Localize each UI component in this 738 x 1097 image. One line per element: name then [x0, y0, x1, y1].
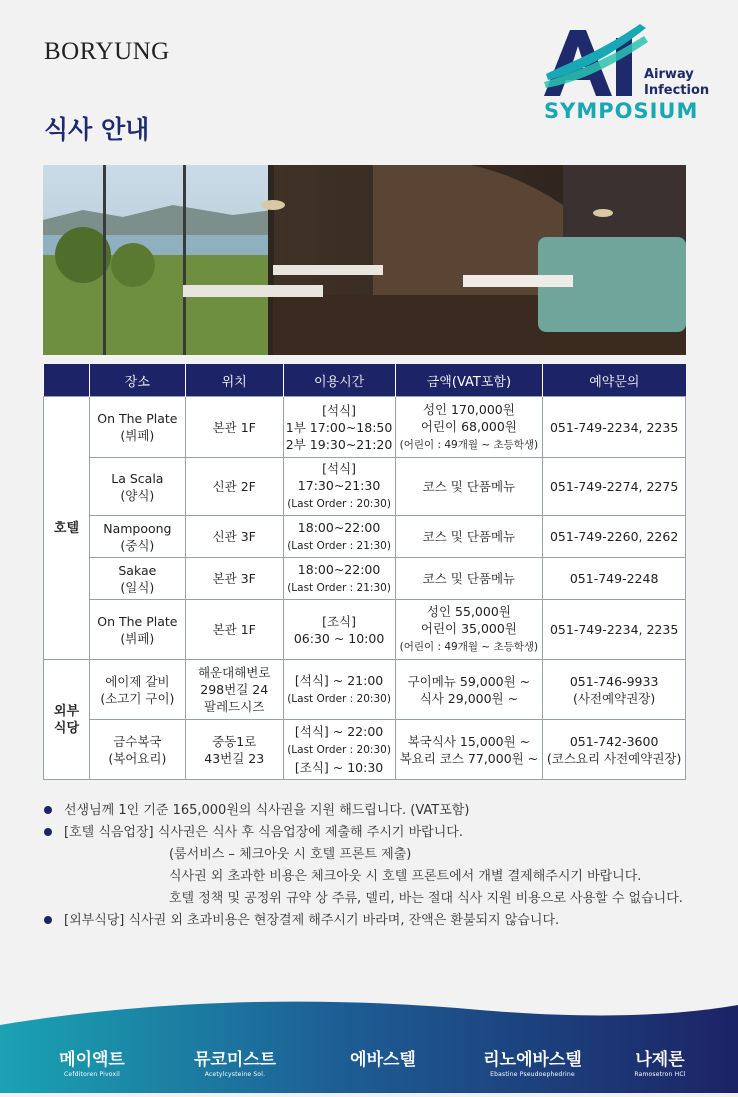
bullet-icon	[44, 806, 52, 814]
cell-time: 18:00~22:00 (Last Order : 21:30)	[283, 516, 395, 558]
table-row	[44, 558, 686, 600]
cell-name: Sakae (일식)	[89, 558, 185, 600]
header-location: 위치	[185, 364, 283, 397]
cell-price: 코스 및 단품메뉴	[395, 458, 543, 516]
logo-symposium: SYMPOSIUM	[544, 99, 699, 123]
cell-price: 코스 및 단품메뉴	[395, 558, 543, 600]
cell-contact: 051-746-9933 (사전예약권장)	[543, 660, 686, 720]
cell-location: 신관 3F	[185, 516, 283, 558]
cell-name: On The Plate (뷔페)	[89, 600, 185, 660]
header-place: 장소	[89, 364, 185, 397]
cell-location: 해운대해변로 298번길 24 팔레드시즈	[185, 660, 283, 720]
cell-time: [석식] ~ 22:00 (Last Order : 20:30) [조식] ~ 10:30	[283, 720, 395, 780]
cell-price: 성인 55,000원 어린이 35,000원 (어린이 : 49개월 ~ 초등학생)	[395, 600, 543, 660]
cell-location: 중동1로 43번길 23	[185, 720, 283, 780]
header-time: 이용시간	[283, 364, 395, 397]
cell-price: 복국식사 15,000원 ~ 복요리 코스 77,000원 ~	[395, 720, 543, 780]
table-row	[44, 516, 686, 558]
cell-price: 구이메뉴 59,000원 ~ 식사 29,000원 ~	[395, 660, 543, 720]
table-row	[44, 458, 686, 516]
cell-contact: 051-749-2260, 2262	[543, 516, 686, 558]
table-row	[44, 397, 686, 458]
note-item: [호텔 식음업장] 식사권은 식사 후 식음업장에 제출해 주시기 바랍니다.	[44, 822, 683, 844]
bullet-icon	[44, 828, 52, 836]
table-header-row	[44, 364, 686, 397]
page-title: 식사 안내	[44, 115, 150, 144]
group-hotel: 호텔	[44, 397, 90, 660]
group-outside: 외부 식당	[44, 660, 90, 780]
table-row	[44, 660, 686, 720]
cell-name: La Scala (양식)	[89, 458, 185, 516]
logo-line-airway: Airway	[644, 67, 694, 82]
product-mayact: 메이액트 Cefditoren Pivoxil	[59, 1050, 125, 1078]
cell-price: 성인 170,000원 어린이 68,000원 (어린이 : 49개월 ~ 초등학생)	[395, 397, 543, 458]
header-price: 금액(VAT포함)	[395, 364, 543, 397]
cell-time: [조식] 06:30 ~ 10:00	[283, 600, 395, 660]
restaurant-table	[43, 364, 686, 780]
cell-contact: 051-749-2234, 2235	[543, 600, 686, 660]
ai-logo-icon	[540, 22, 650, 102]
note-item: 선생님께 1인 기준 165,000원의 식사권을 지원 해드립니다. (VAT포함)	[44, 800, 683, 822]
cell-location: 신관 2F	[185, 458, 283, 516]
cell-location: 본관 3F	[185, 558, 283, 600]
notes-list	[44, 800, 683, 932]
cell-location: 본관 1F	[185, 397, 283, 458]
table-row	[44, 720, 686, 780]
note-item: [외부식당] 식사권 외 초과비용은 현장결제 해주시기 바라며, 잔액은 환불되지 않습니다.	[44, 910, 683, 932]
note-item: (룸서비스 – 체크아웃 시 호텔 프론트 제출)	[169, 847, 412, 862]
cell-contact: 051-749-2234, 2235	[543, 397, 686, 458]
cell-contact: 051-749-2248	[543, 558, 686, 600]
cell-contact: 051-749-2274, 2275	[543, 458, 686, 516]
brand-logo: BORYUNG	[44, 38, 170, 65]
product-ebastel: 에바스텔	[350, 1050, 416, 1070]
table-row	[44, 600, 686, 660]
cell-name: 금수복국 (복어요리)	[89, 720, 185, 780]
cell-name: 에이제 갈비 (소고기 구이)	[89, 660, 185, 720]
symposium-logo	[540, 22, 710, 132]
header-contact: 예약문의	[543, 364, 686, 397]
cell-location: 본관 1F	[185, 600, 283, 660]
logo-line-infection: Infection	[644, 83, 710, 98]
header-blank	[44, 364, 90, 397]
product-rhinoebastel: 리노에바스텔 Ebastine Pseudoephedrine	[483, 1050, 582, 1078]
note-item: 식사권 외 초과한 비용은 체크아웃 시 호텔 프론트에서 개별 결제해주시기 바랍니다.	[169, 869, 642, 884]
cell-time: [석식] 17:30~21:30 (Last Order : 20:30)	[283, 458, 395, 516]
product-mucomyst: 뮤코미스트 Acetylcysteine Sol.	[193, 1050, 277, 1078]
cell-time: [석식] ~ 21:00 (Last Order : 20:30)	[283, 660, 395, 720]
cell-name: Nampoong (중식)	[89, 516, 185, 558]
cell-contact: 051-742-3600 (코스요리 사전예약권장)	[543, 720, 686, 780]
product-nazeron: 나제론 Ramosetron HCl	[634, 1050, 686, 1078]
cell-name: On The Plate (뷔페)	[89, 397, 185, 458]
cell-time: [석식] 1부 17:00~18:50 2부 19:30~21:20	[283, 397, 395, 458]
restaurant-photo	[43, 165, 686, 355]
note-item: 호텔 정책 및 공정위 규약 상 주류, 델리, 바는 절대 식사 지원 비용으로 사용할 수 없습니다.	[169, 891, 683, 906]
cell-price: 코스 및 단품메뉴	[395, 516, 543, 558]
bullet-icon	[44, 916, 52, 924]
cell-time: 18:00~22:00 (Last Order : 21:30)	[283, 558, 395, 600]
